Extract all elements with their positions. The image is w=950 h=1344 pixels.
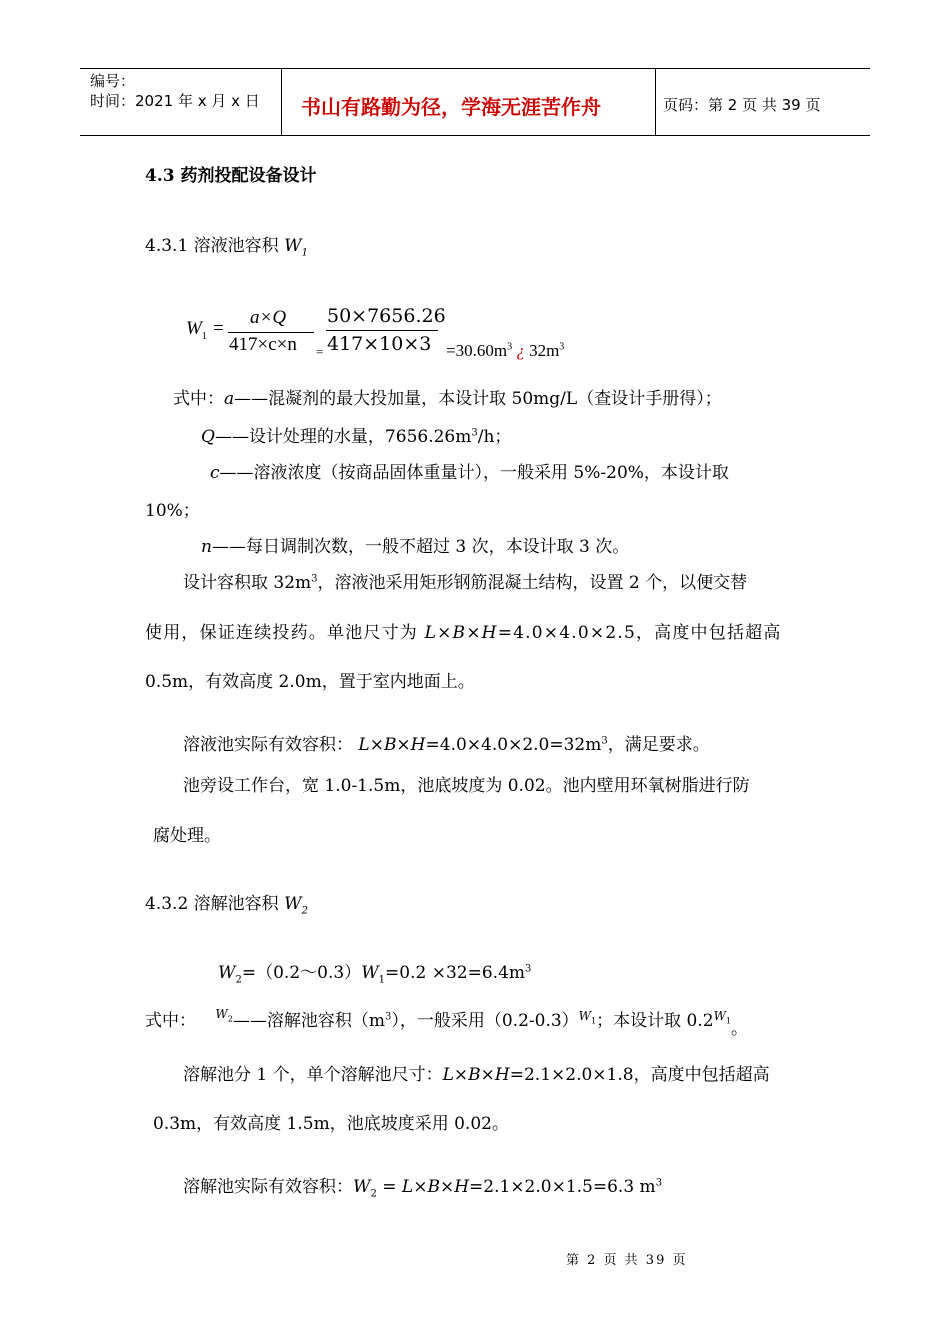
paragraph-actual-volume: 溶液池实际有效容积： $L\times B\times H=4.0\times 4.0\times 2.0=32m^3$，满足要求。 bbox=[183, 735, 710, 755]
heading-4-3-1: 4.3.1 溶液池容积 $W_1$ bbox=[145, 236, 308, 259]
formula-num2: 50×7656.26 bbox=[327, 305, 446, 327]
formula-eq: = bbox=[213, 318, 224, 339]
paragraph-design-volume-line1: 设计容积取 $32m^3$，溶液池采用矩形钢筋混凝土结构，设置 2 个，以便交替 bbox=[183, 573, 748, 593]
formula-den2: 417×10×3 bbox=[327, 333, 432, 355]
paragraph-design-volume-line3: 0.5m，有效高度 2.0m，置于室内地面上。 bbox=[145, 672, 475, 692]
header-number-label: 编号： bbox=[90, 72, 136, 90]
header-bottom-rule bbox=[80, 135, 870, 136]
formula-approx-symbol: ¿ bbox=[516, 341, 525, 360]
formula-lhs: $W_1$ bbox=[186, 318, 207, 342]
formula-eq2: = bbox=[316, 344, 324, 359]
paragraph-dissolving-actual-volume: 溶解池实际有效容积：$W_2 = L\times B\times H=2.1\times 2.0\times 1.5=6.3$ $m^3$ bbox=[183, 1177, 663, 1200]
section-title: 4.3 药剂投配设备设计 bbox=[145, 166, 317, 186]
formula-den1: 417×c×n bbox=[229, 334, 297, 355]
formula-fraction-line-2 bbox=[326, 330, 438, 331]
paragraph-work-platform-line1: 池旁设工作台，宽 1.0-1.5m，池底坡度为 0.02。池内壁用环氧树脂进行防 bbox=[183, 776, 750, 796]
header-top-rule bbox=[80, 68, 870, 69]
definition-a: 式中：a——混凝剂的最大投加量，本设计取 50mg/L（查设计手册得）； bbox=[173, 389, 722, 409]
header-motto: 书山有路勤为径，学海无涯苦作舟 bbox=[301, 95, 601, 119]
formula-result: $=30.60m^3$ ¿ $32m^3$ bbox=[446, 341, 565, 360]
paragraph-dissolving-tank-line1: 溶解池分 1 个，单个溶解池尺寸：L×B×H=2.1×2.0×1.8，高度中包括超高 bbox=[183, 1065, 770, 1085]
header-page-label: 页码：第 2 页 共 39 页 bbox=[663, 96, 821, 114]
paragraph-design-volume-line2: 使用，保证连续投药。单池尺寸为 L×B×H=4.0×4.0×2.5，高度中包括超高 bbox=[145, 623, 782, 643]
heading-4-3-2: 4.3.2 溶解池容积 $W_2$ bbox=[145, 894, 308, 917]
paragraph-work-platform-line2: 腐处理。 bbox=[153, 826, 221, 846]
header-time-label: 时间：2021 年 x 月 x 日 bbox=[90, 92, 260, 110]
header-divider-left bbox=[281, 68, 282, 136]
formula-fraction-line-1 bbox=[228, 332, 314, 333]
definition-c-continued: 10%； bbox=[145, 501, 200, 521]
page-footer: 第 2 页 共 39 页 bbox=[566, 1253, 688, 1268]
definition-c: c——溶液浓度（按商品固体重量计），一般采用 5%-20%，本设计取 bbox=[210, 463, 729, 483]
paragraph-dissolving-tank-line2: 0.3m，有效高度 1.5m，池底坡度采用 0.02。 bbox=[153, 1114, 509, 1134]
definition-w2: 式中： $^{W_2}$——溶解池容积$(m^3)$，一般采用$(0.2-0.3)^{W_1}$；本设计取 $0.2^{W_1}$。 bbox=[145, 1007, 748, 1039]
definition-q: Q——设计处理的水量，$7656.26m^3/h$； bbox=[201, 427, 512, 447]
formula-w2: $W_2=(0.2\sim 0.3)W_1=0.2 \times 32=6.4m^3$ bbox=[218, 963, 532, 986]
definition-n: n——每日调制次数，一般不超过 3 次，本设计取 3 次。 bbox=[201, 537, 630, 557]
formula-num1: a×Q bbox=[250, 307, 287, 328]
header-divider-right bbox=[655, 68, 656, 136]
